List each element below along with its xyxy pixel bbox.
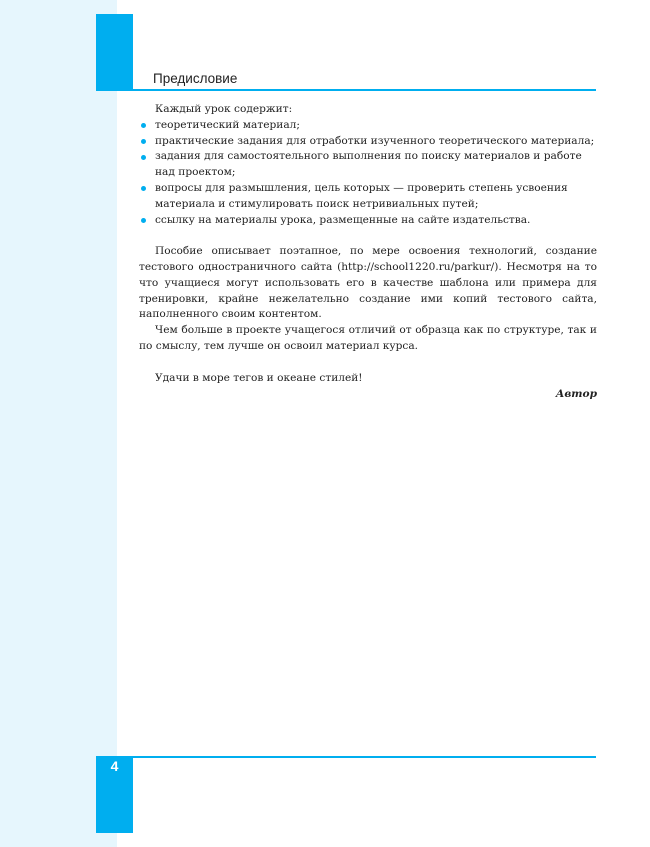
bullet-icon [141, 139, 146, 144]
list-item: практические задания для отработки изученного теоретического материала; [139, 134, 597, 150]
bullet-icon [141, 218, 146, 223]
intro-line: Каждый урок содержит: [155, 103, 293, 115]
list-item: ссылку на материалы урока, размещенные на сайте издательства. [139, 213, 597, 229]
lesson-contents-list [139, 118, 597, 229]
bullet-icon [141, 155, 146, 160]
list-item: теоретический материал; [139, 118, 597, 134]
spacer [139, 355, 597, 371]
spacer [139, 228, 597, 244]
list-item: задания для самостоятельного выполнения по поиску материалов и работе над проектом; [139, 149, 597, 181]
paragraph: Пособие описывает поэтапное, по мере освоения технологий, создание тестового одностраничного сайта (http://school1220.ru/parkur/). Несмотря на то что учащиеся могут использовать его в качестве шаблона или примера для тренировки, крайне нежелательно создание ими копий тестового сайта, наполненного своим контентом. [139, 245, 597, 321]
bullet-icon [141, 123, 146, 128]
paragraph: Чем больше в проекте учащегося отличий от образца как по структуре, так и по смыслу, тем лучше он освоил материал курса. [139, 324, 597, 352]
bullet-icon [141, 186, 146, 191]
footer-rule [133, 756, 596, 758]
running-head: Предисловие [153, 71, 238, 86]
header-accent-bar [96, 14, 133, 91]
header-rule [133, 89, 596, 91]
list-item: вопросы для размышления, цель которых — проверить степень усвоения материала и стимулировать поиск нетривиальных путей; [139, 181, 597, 213]
page-body [139, 102, 597, 403]
author-signature: Автор [555, 388, 597, 401]
side-band [0, 0, 117, 847]
page-number: 4 [110, 758, 119, 774]
closing-line: Удачи в море тегов и океане стилей! [155, 371, 363, 384]
